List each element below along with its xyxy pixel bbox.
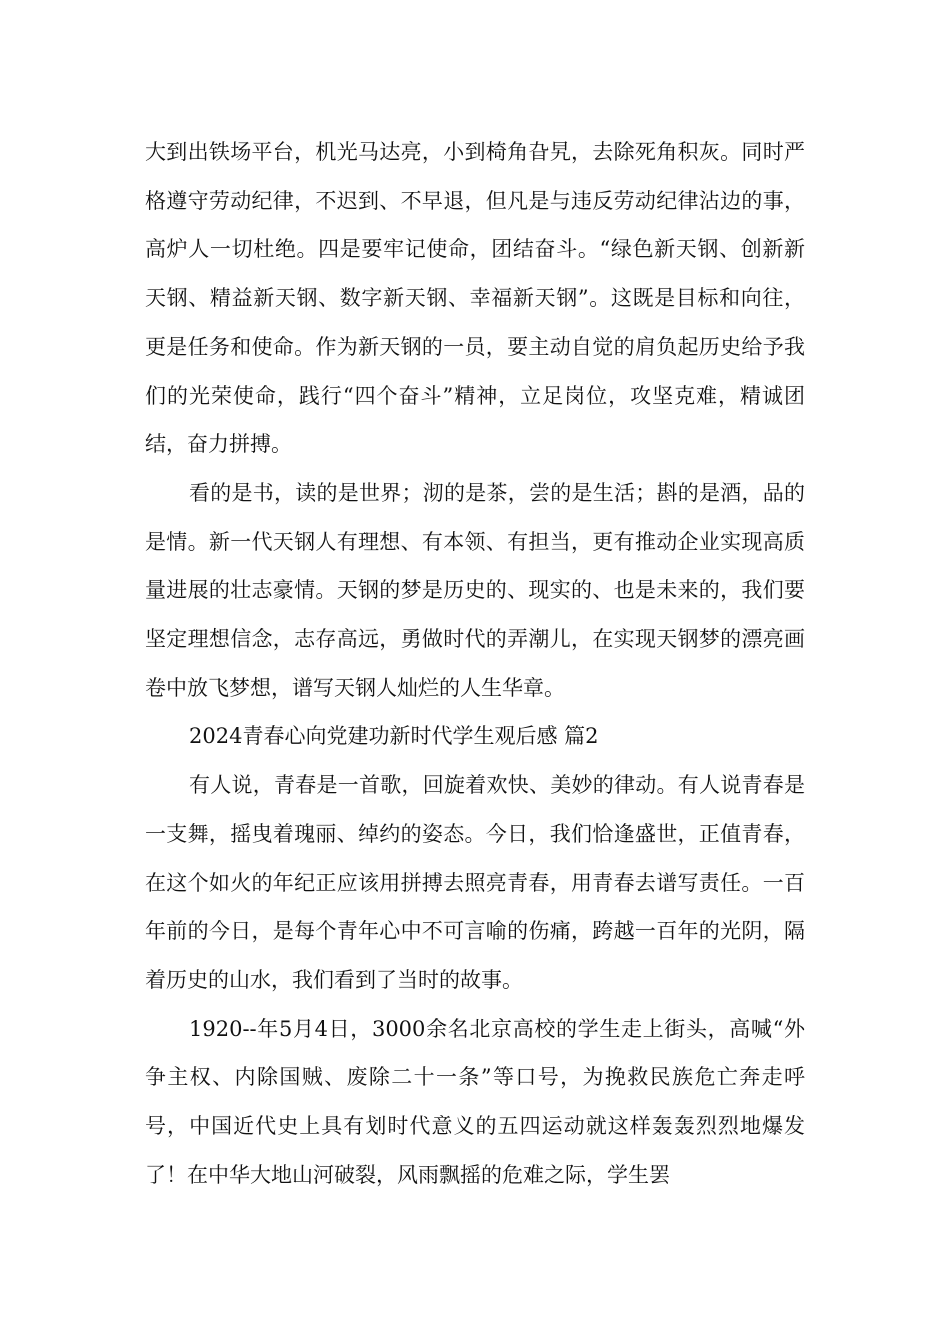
paragraph-4: 1920--年5月4日，3000余名北京高校的学生走上街头，高喊“外争主权、内除国贼、废除二十一条”等口号，为挽救民族危亡奔走呼号，中国近代史上具有划时代意义的五四运动就这样轰轰烈烈地爆发了！在中华大地山河破裂，风雨飘摇的危难之际，学生罢 [145,1016,805,1187]
paragraph-1: 大到出铁场平台，机光马达亮，小到椅角旮旯，去除死角积灰。同时严格遵守劳动纪律，不迟到、不早退，但凡是与违反劳动纪律沾边的事，高炉人一切杜绝。四是要牢记使命，团结奋斗。“绿色新天钢、创新新天钢、精益新天钢、数字新天钢、幸福新天钢”。这既是目标和向往，更是任务和使命。作为新天钢的一员，要主动自觉的肩负起历史给予我们的光荣使命，践行“四个奋斗”精神，立足岗位，攻坚克难，精诚团结，奋力拼搏。 [145,140,805,457]
paragraph-2: 看的是书，读的是世界；沏的是茶，尝的是生活；斟的是酒，品的是情。新一代天钢人有理想、有本领、有担当，更有推动企业实现高质量进展的壮志豪情。天钢的梦是历史的、现实的、也是未来的，我们要坚定理想信念，志存高远，勇做时代的弄潮儿，在实现天钢梦的漂亮画卷中放飞梦想，谱写天钢人灿烂的人生华章。 [145,480,805,700]
section-heading: 2024青春心向党建功新时代学生观后感 篇2 [189,724,599,749]
paragraph-3: 有人说，青春是一首歌，回旋着欢快、美妙的律动。有人说青春是一支舞，摇曳着瑰丽、绰约的姿态。今日，我们恰逢盛世，正值青春，在这个如火的年纪正应该用拼搏去照亮青春，用青春去谱写责任。一百年前的今日，是每个青年心中不可言喻的伤痛，跨越一百年的光阴，隔着历史的山水，我们看到了当时的故事。 [145,773,805,992]
document-body [145,128,805,1199]
